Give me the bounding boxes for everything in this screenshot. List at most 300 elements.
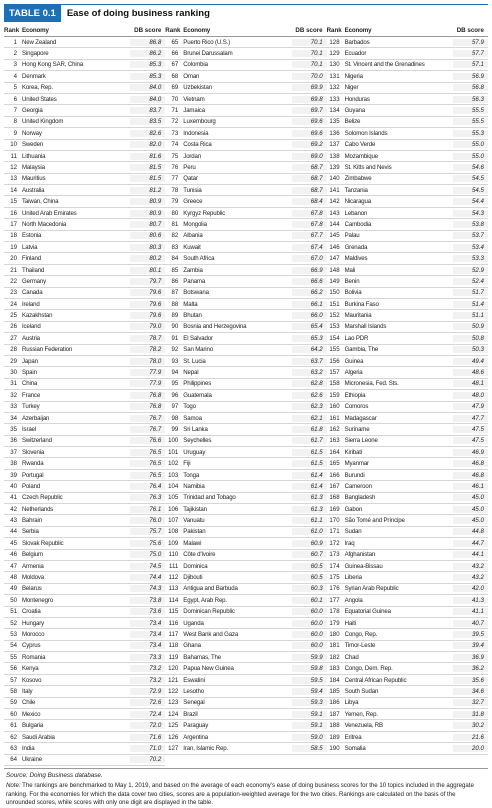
rank-cell: 162 [329,425,340,433]
table-row [327,379,488,390]
score-cell: 70.2 [129,756,165,763]
economy-cell: Croatia [22,608,41,616]
rank-cell: 132 [329,84,340,92]
economy-cell: Jamaica [183,107,205,115]
economy-cell: Lao PDR [344,334,369,342]
economy-cell: Australia [22,186,45,194]
header-economy: Economy [22,27,49,34]
rank-cell: 146 [329,243,340,251]
score-cell: 73.2 [129,665,165,672]
table-row [327,527,488,538]
rank-cell: 29 [10,357,17,365]
rank-cell: 163 [329,437,340,445]
table-row [327,196,488,207]
economy-cell: Sierra Leone [344,437,378,445]
rank-cell: 106 [168,505,179,513]
table-row [327,71,488,82]
economy-cell: Kosovo [22,676,42,684]
economy-cell: Tunisia [183,186,202,194]
table-header-row [4,25,165,37]
table-row [327,618,488,629]
score-cell: 60.0 [291,642,327,649]
table-row [4,550,165,561]
header-score: DB score [295,27,323,34]
economy-cell: South Sudan [344,687,379,695]
table-row [327,105,488,116]
score-cell: 72.6 [129,699,165,706]
score-cell: 75.6 [129,540,165,547]
score-cell: 73.4 [129,620,165,627]
economy-cell: Côte d'Ivoire [183,551,216,559]
rank-cell: 54 [10,642,17,650]
economy-cell: Dominica [183,562,208,570]
economy-cell: Romania [22,653,46,661]
table-row [327,607,488,618]
rank-cell: 144 [329,220,340,228]
score-cell: 80.1 [129,267,165,274]
table-row [4,94,165,105]
score-cell: 76.1 [129,506,165,513]
economy-cell: Panama [183,277,206,285]
rank-cell: 51 [10,608,17,616]
score-cell: 70.1 [291,50,327,57]
economy-cell: Ghana [183,642,201,650]
economy-cell: Uzbekistan [183,84,212,92]
rank-cell: 168 [329,494,340,502]
table-row [4,276,165,287]
rank-cell: 23 [10,289,17,297]
rank-cell: 72 [171,118,179,126]
economy-cell: Nigeria [344,72,363,80]
economy-cell: Saudi Arabia [22,733,55,741]
score-cell: 53.7 [452,232,488,239]
score-cell: 72.4 [129,711,165,718]
table-row [327,458,488,469]
table-row [4,698,165,709]
rank-cell: 165 [329,460,340,468]
table-row [165,732,326,743]
score-cell: 76.5 [129,472,165,479]
table-row [165,390,326,401]
score-cell: 67.0 [291,255,327,262]
score-cell: 44.8 [452,528,488,535]
score-cell: 83.7 [129,107,165,114]
rank-cell: 104 [168,482,179,490]
economy-cell: Chile [22,699,36,707]
economy-cell: Hungary [22,619,44,627]
rank-cell: 75 [171,152,179,160]
score-cell: 45.0 [452,506,488,513]
score-cell: 43.2 [452,574,488,581]
table-row [165,686,326,697]
rank-cell: 127 [168,744,179,752]
economy-cell: Guatemala [183,391,212,399]
table-row [165,333,326,344]
economy-cell: Marshall Islands [344,323,387,331]
economy-cell: Cabo Verde [344,141,376,149]
economy-cell: Singapore [22,50,49,58]
rank-cell: 141 [329,186,340,194]
score-cell: 51.1 [452,312,488,319]
rank-cell: 50 [10,596,17,604]
score-cell: 31.8 [452,711,488,718]
economy-cell: Ecuador [344,50,367,58]
table-row [4,607,165,618]
table-row [4,686,165,697]
rank-cell: 183 [329,665,340,673]
table-row [327,345,488,356]
score-cell: 73.2 [129,677,165,684]
economy-cell: Liberia [344,574,362,582]
economy-cell: Oman [183,72,200,80]
table-row [4,265,165,276]
score-cell: 71.0 [129,745,165,752]
score-cell: 45.0 [452,494,488,501]
rank-cell: 48 [10,574,17,582]
table-row [4,527,165,538]
economy-cell: Iraq [344,539,355,547]
table-title-bar [4,4,488,22]
table-row [4,436,165,447]
rank-cell: 105 [168,494,179,502]
rank-cell: 98 [171,414,179,422]
score-cell: 68.7 [291,187,327,194]
score-cell: 73.3 [129,654,165,661]
economy-cell: Seychelles [183,437,212,445]
table-row [327,276,488,287]
source-label: Source: [6,772,28,779]
score-cell: 44.7 [452,540,488,547]
economy-cell: Denmark [22,72,46,80]
rank-cell: 24 [10,300,17,308]
table-title: Ease of doing business ranking [66,8,210,19]
rank-cell: 77 [171,175,179,183]
rank-cell: 78 [171,186,179,194]
score-cell: 46.9 [452,449,488,456]
economy-cell: North Macedonia [22,220,67,228]
economy-cell: Bosnia and Herzegovina [183,323,247,331]
score-cell: 55.3 [452,130,488,137]
table-row [165,436,326,447]
table-row [165,71,326,82]
rank-cell: 88 [171,300,179,308]
economy-cell: Switzerland [22,437,52,445]
economy-cell: Haiti [344,619,357,627]
rank-cell: 74 [171,141,179,149]
rank-cell: 189 [329,733,340,741]
table-row [4,732,165,743]
table-row [4,196,165,207]
score-cell: 82.0 [129,141,165,148]
rank-cell: 84 [171,255,179,263]
score-cell: 60.9 [291,540,327,547]
economy-cell: Puerto Rico (U.S.) [183,38,231,46]
economy-cell: Italy [22,687,33,695]
economy-cell: Norway [22,129,42,137]
table-page [4,4,488,808]
economy-cell: Czech Republic [22,494,63,502]
economy-cell: Lebanon [344,209,368,217]
economy-cell: St. Kitts and Nevis [344,163,392,171]
score-cell: 73.8 [129,597,165,604]
rank-cell: 27 [10,334,17,342]
economy-cell: Turkey [22,403,40,411]
economy-cell: Luxembourg [183,118,216,126]
score-cell: 78.7 [129,335,165,342]
economy-cell: Vanuatu [183,517,205,525]
rank-cell: 62 [10,733,17,741]
rank-cell: 65 [171,38,179,46]
rank-cell: 167 [329,482,340,490]
score-cell: 73.4 [129,631,165,638]
table-row [165,720,326,731]
rank-cell: 134 [329,107,340,115]
score-cell: 61.0 [291,528,327,535]
score-cell: 60.0 [291,620,327,627]
score-cell: 56.9 [452,73,488,80]
table-row [327,504,488,515]
score-cell: 53.4 [452,244,488,251]
score-cell: 73.4 [129,642,165,649]
rank-cell: 89 [171,312,179,320]
rank-cell: 156 [329,357,340,365]
score-cell: 65.4 [291,323,327,330]
table-row [165,379,326,390]
economy-cell: Iceland [22,323,41,331]
table-row [327,185,488,196]
economy-cell: Papua New Guinea [183,665,234,673]
score-cell: 59.0 [291,734,327,741]
economy-cell: Kuwait [183,243,201,251]
economy-cell: Syrian Arab Republic [344,585,399,593]
economy-cell: Netherlands [22,505,54,513]
economy-cell: Barbados [344,38,370,46]
score-cell: 47.9 [452,403,488,410]
score-cell: 75.7 [129,528,165,535]
rank-cell: 137 [329,141,340,149]
table-row [4,663,165,674]
score-cell: 83.5 [129,118,165,125]
table-row [327,686,488,697]
rank-cell: 166 [329,471,340,479]
economy-cell: Venezuela, RB [344,722,383,730]
score-cell: 73.6 [129,608,165,615]
rank-cell: 55 [10,653,17,661]
score-cell: 74.3 [129,585,165,592]
rank-cell: 45 [10,539,17,547]
table-row [165,94,326,105]
score-cell: 66.9 [291,267,327,274]
economy-cell: Slovak Republic [22,539,64,547]
rank-cell: 135 [329,118,340,126]
economy-cell: Equatorial Guinea [344,608,391,616]
economy-cell: Honduras [344,95,370,103]
table-row [165,356,326,367]
rank-cell: 16 [10,209,17,217]
table-row [327,242,488,253]
table-row [4,185,165,196]
economy-cell: Congo, Rep. [344,631,378,638]
table-row [4,402,165,413]
economy-cell: Gambia, The [344,346,379,354]
score-cell: 50.3 [452,346,488,353]
score-cell: 69.9 [291,84,327,91]
score-cell: 76.0 [129,517,165,524]
economy-cell: Botswana [183,289,209,297]
score-cell: 61.7 [291,437,327,444]
rank-cell: 43 [10,517,17,525]
table-row [4,470,165,481]
rank-cell: 100 [168,437,179,445]
rank-cell: 12 [10,163,17,171]
rank-cell: 5 [13,84,17,92]
rank-cell: 83 [171,243,179,251]
rank-cell: 92 [171,346,179,354]
score-cell: 34.6 [452,688,488,695]
score-cell: 69.2 [291,141,327,148]
table-row [4,572,165,583]
table-row [327,83,488,94]
economy-cell: Guyana [344,107,366,115]
score-cell: 48.6 [452,369,488,376]
economy-cell: Sudan [344,528,362,536]
table-row [327,493,488,504]
table-row [165,652,326,663]
economy-cell: Rwanda [22,460,44,468]
rank-cell: 91 [171,334,179,342]
rank-cell: 117 [168,631,179,638]
score-cell: 59.3 [291,699,327,706]
table-row [4,208,165,219]
table-row [4,322,165,333]
table-header-row [165,25,326,37]
note-text [4,782,488,808]
economy-cell: St. Lucia [183,357,206,365]
economy-cell: Canada [22,289,43,297]
score-cell: 61.3 [291,506,327,513]
table-row [165,48,326,59]
economy-cell: Bangladesh [344,494,376,502]
table-row [4,447,165,458]
economy-cell: Brazil [183,710,198,718]
header-rank: Rank [165,27,181,34]
score-cell: 66.0 [291,312,327,319]
rank-cell: 153 [329,323,340,331]
economy-cell: Mozambique [344,152,378,160]
economy-cell: Uruguay [183,448,206,456]
header-score: DB score [134,27,162,34]
score-cell: 81.2 [129,187,165,194]
score-cell: 80.2 [129,255,165,262]
score-cell: 20.0 [452,745,488,752]
rank-cell: 13 [10,175,17,183]
economy-cell: Israel [22,425,37,433]
table-row [4,515,165,526]
economy-cell: Russian Federation [22,346,73,354]
rank-cell: 161 [329,414,340,422]
score-cell: 84.0 [129,84,165,91]
score-cell: 55.0 [452,141,488,148]
economy-cell: Eswatini [183,676,205,684]
rank-cell: 155 [329,346,340,354]
score-cell: 39.4 [452,642,488,649]
score-cell: 65.3 [291,335,327,342]
rank-cell: 46 [10,551,17,559]
table-row [327,162,488,173]
rank-cell: 73 [171,129,179,137]
economy-cell: Suriname [344,425,370,433]
score-cell: 52.9 [452,267,488,274]
score-cell: 54.5 [452,175,488,182]
economy-cell: Bhutan [183,312,202,320]
economy-cell: Malta [183,300,198,308]
economy-cell: Cambodia [344,220,372,228]
table-row [4,37,165,48]
rank-cell: 53 [10,631,17,638]
rank-cell: 109 [168,539,179,547]
economy-cell: Trinidad and Tobago [183,494,236,502]
rank-cell: 49 [10,585,17,593]
table-row [4,299,165,310]
rank-cell: 87 [171,289,179,297]
score-cell: 59.5 [291,677,327,684]
score-cell: 44.1 [452,551,488,558]
rank-cell: 80 [171,209,179,217]
rank-cell: 30 [10,369,17,377]
table-header-row [327,25,488,37]
table-row [4,504,165,515]
table-row [327,128,488,139]
rank-cell: 10 [10,141,17,149]
table-row [165,151,326,162]
economy-cell: Tanzania [344,186,368,194]
economy-cell: Benin [344,277,360,285]
rank-cell: 184 [329,676,340,684]
table-number-tag: TABLE 0.1 [4,5,61,22]
table-row [4,595,165,606]
rank-cell: 125 [168,722,179,730]
rank-cell: 152 [329,312,340,320]
table-row [165,618,326,629]
rank-cell: 82 [171,232,179,240]
economy-cell: Armenia [22,562,44,570]
table-row [4,140,165,151]
table-row [327,447,488,458]
rank-cell: 128 [329,38,340,46]
rank-cell: 28 [10,346,17,354]
economy-cell: Costa Rica [183,141,212,149]
score-cell: 48.0 [452,392,488,399]
economy-cell: India [22,744,35,752]
table-row [4,151,165,162]
score-cell: 79.0 [129,323,165,330]
economy-cell: Sri Lanka [183,425,208,433]
table-row [327,413,488,424]
table-row [327,151,488,162]
table-row [4,629,165,640]
table-row [327,288,488,299]
score-cell: 61.4 [291,483,327,490]
score-cell: 54.6 [452,164,488,171]
score-cell: 80.7 [129,221,165,228]
score-cell: 50.8 [452,335,488,342]
table-row [165,572,326,583]
table-row [327,572,488,583]
economy-cell: Antigua and Barbuda [183,585,238,593]
score-cell: 80.9 [129,198,165,205]
economy-cell: Ukraine [22,756,42,764]
table-row [4,538,165,549]
